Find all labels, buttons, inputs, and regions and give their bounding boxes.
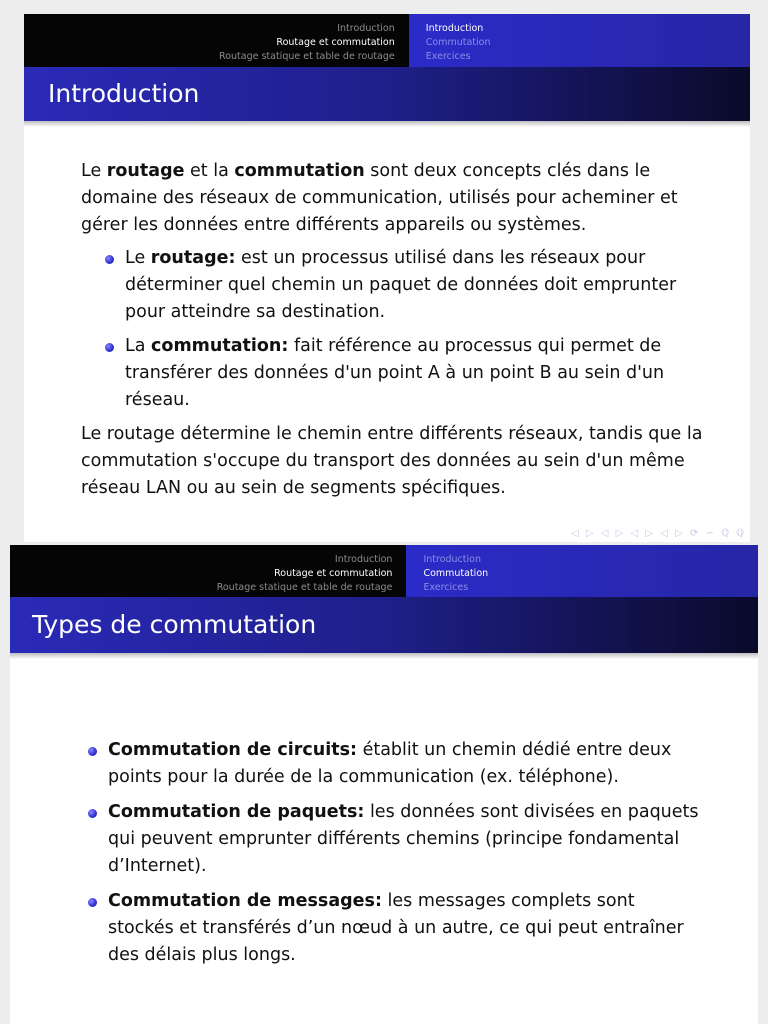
bullet-icon [88,898,97,907]
list-item [108,888,702,969]
bullet-icon [105,255,114,264]
slide-introduction [24,14,750,542]
nav-subsection-exercices[interactable]: Exercices [423,582,469,593]
nav-section-routage-commutation[interactable]: Routage et commutation [274,568,393,579]
slide-title: Introduction [24,67,750,121]
intro-text-2: et la [184,161,235,181]
item-text: fait référence au processus qui permet de transférer des données d'un point A à un point B au sein d'un réseau. [125,336,665,410]
beamer-navigation-icons[interactable]: ◁ ▷ ◁ ▷ ◁ ▷ ◁ ▷ ⟳ ∽ ℚ ℚ [571,528,746,539]
item-text: les données sont divisées en paquets qui peuvent emprunter différents chemins (principe fondamental d’Internet). [108,802,699,876]
title-divider [24,121,750,127]
item-prefix: Le [125,248,151,268]
intro-paragraph [81,158,721,239]
list-item [125,245,721,326]
nav-section-routage-statique[interactable]: Routage statique et table de routage [219,51,395,62]
nav-section-introduction[interactable]: Introduction [337,23,395,34]
subsection-navigation [409,14,750,67]
nav-section-routage-statique[interactable]: Routage statique et table de routage [216,582,393,593]
item-text: les messages complets sont stockés et transférés d’un nœud à un autre, ce qui peut entraîner des délais plus longs. [108,891,684,965]
nav-section-introduction[interactable]: Introduction [334,554,393,565]
nav-subsection-exercices[interactable]: Exercices [425,51,471,62]
subsection-navigation [406,545,758,597]
list-item [108,799,702,880]
nav-subsection-commutation[interactable]: Commutation [423,568,489,579]
section-navigation [24,14,409,67]
intro-text-1: Le [81,161,107,181]
intro-term-routage: routage [106,161,185,181]
title-divider [10,653,758,659]
item-term: commutation: [151,336,289,356]
item-term: routage: [150,248,236,268]
item-term: Commutation de circuits: [108,740,358,760]
nav-subsection-introduction[interactable]: Introduction [425,23,484,34]
list-item [125,333,721,414]
slide-header [10,545,758,597]
nav-section-routage-commutation[interactable]: Routage et commutation [276,37,395,48]
slide-types-commutation [10,545,758,1024]
intro-text-3: sont deux concepts clés dans le domaine des réseaux de communication, utilisés pour acheminer et gérer les données entre différents appareils ou systèmes. [81,161,678,235]
intro-term-commutation: commutation [234,161,365,181]
nav-subsection-introduction[interactable]: Introduction [423,554,481,565]
slide-content [82,731,702,977]
bullet-icon [88,747,97,756]
section-navigation [10,545,406,597]
item-term: Commutation de paquets: [108,802,365,822]
item-prefix: La [125,336,152,356]
bullet-icon [88,809,97,818]
conclusion-paragraph: Le routage détermine le chemin entre différents réseaux, tandis que la commutation s'occupe du transport des données au sein d'un même réseau LAN ou au sein de segments spécifiques. [81,424,703,498]
list-item [108,737,702,791]
item-text: établit un chemin dédié entre deux points pour la durée de la communication (ex. téléphone). [108,740,672,787]
item-term: Commutation de messages: [108,891,382,911]
item-text: est un processus utilisé dans les réseaux pour déterminer quel chemin un paquet de données doit emprunter pour atteindre sa destination. [125,248,677,322]
nav-subsection-commutation[interactable]: Commutation [425,37,491,48]
definitions-list [81,245,721,414]
slide-content [81,158,721,502]
slide-header [24,14,750,67]
slide-title: Types de commutation [10,597,758,653]
commutation-types-list [82,737,702,969]
bullet-icon [105,343,114,352]
